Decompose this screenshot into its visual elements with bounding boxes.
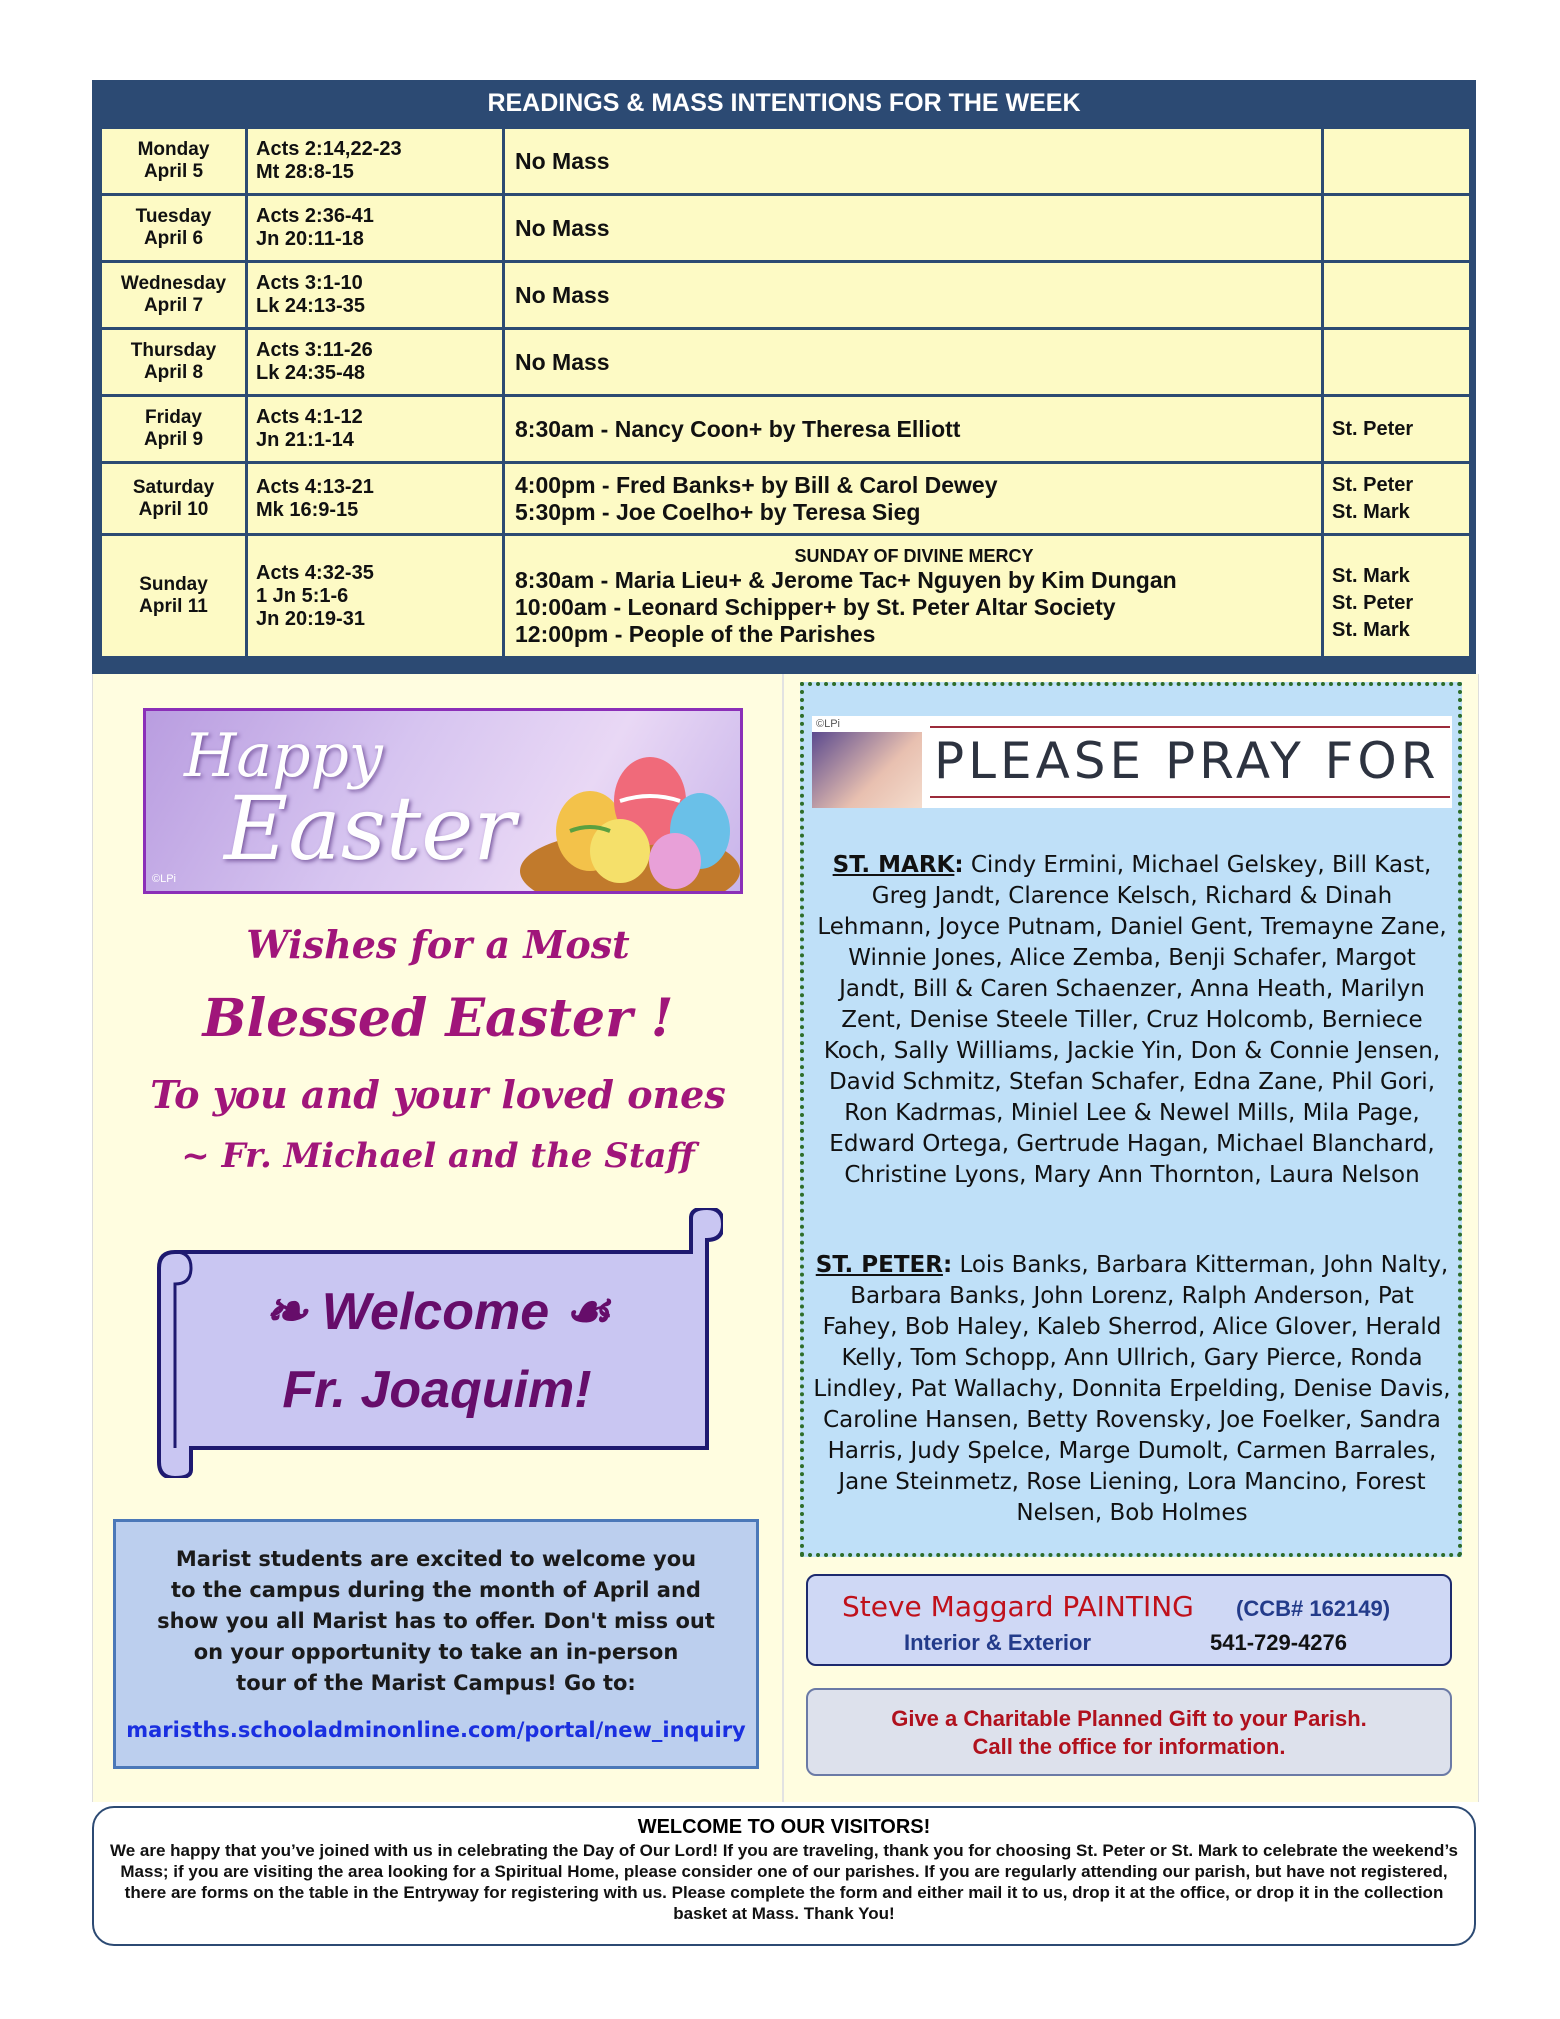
st-mark-prayer-list: ST. MARK: Cindy Ermini, Michael Gelskey, Bill Kast, Greg Jandt, Clarence Kelsch, Richard & Dinah Lehmann, Joyce Putnam, Daniel Gent, Tremayne Zane, Winnie Jones, Alice Zemba, Benji Schafer, Margot Jandt, Bill & Caren Schaenzer, Anna Heath, Marilyn Zent, Denise Steele Tiller, Cruz Holcomb, Berniece Koch, Sally Williams, Jackie Yin, Don & Connie Jensen, David Schmitz, Stefan Schafer, Edna Zane, Phil Gori, Ron Kadrmas, Miniel Lee & Newel Mills, Mila Page, Edward Ortega, Gertrude Hagan, Michael Blanchard, Christine Lyons, Mary Ann Thornton, Laura Nelson	[817, 852, 1447, 1188]
reading-row	[101, 262, 1471, 329]
day-name: Monday	[137, 139, 210, 160]
st-mark-names: Cindy Ermini, Michael Gelskey, Bill Kast, Greg Jandt, Clarence Kelsch, Richard & Dinah Lehmann, Joyce Putnam, Daniel Gent, Tremayne Zane, Winnie Jones, Alice Zemba, Benji Schafer, Margot Jandt, Bill & Caren Schaenzer, Anna Heath, Marilyn Zent, Denise Steele Tiller, Cruz Holcomb, Berniece Koch, Sally Williams, Jackie Yin, Don & Connie Jensen, David Schmitz, Stefan Schafer, Edna Zane, Phil Gori, Ron Kadrmas, Miniel Lee & Newel Mills, Mila Page, Edward Ortega, Gertrude Hagan, Michael Blanchard, Christine Lyons, Mary Ann Thornton, Laura Nelson	[817, 852, 1447, 1188]
please-pray-for-title: PLEASE PRAY FOR	[934, 732, 1440, 790]
praying-hands-image	[812, 732, 922, 808]
right-panel	[782, 674, 1479, 1802]
day-cell	[101, 329, 247, 396]
welcome-name-text: Fr. Joaquim!	[282, 1361, 592, 1419]
reading-row	[101, 195, 1471, 262]
painting-services: Interior & Exterior	[904, 1630, 1092, 1655]
reading-citation: Acts 3:1-10	[256, 272, 363, 294]
readings-cell	[247, 463, 504, 535]
readings-cell	[247, 195, 504, 262]
reading-row	[101, 463, 1471, 535]
church-name: St. Peter	[1332, 473, 1414, 496]
mass-intention: 8:30am - Nancy Coon+ by Theresa Elliott	[515, 415, 961, 442]
church-name: St. Mark	[1332, 564, 1410, 587]
easter-eggs-illustration	[500, 711, 740, 894]
reading-row	[101, 128, 1471, 195]
day-date: April 11	[139, 596, 208, 617]
painting-ad	[806, 1574, 1452, 1666]
reading-citation: Jn 20:19-31	[256, 607, 365, 630]
please-pray-for-banner	[812, 716, 1452, 808]
reading-citation: Acts 4:13-21	[256, 475, 374, 498]
reading-citation: Lk 24:13-35	[256, 295, 365, 317]
st-mark-label: ST. MARK	[832, 852, 955, 878]
mass-intentions-cell	[504, 128, 1323, 195]
mass-intention: 8:30am - Maria Lieu+ & Jerome Tac+ Nguyen by Kim Dungan	[515, 566, 1177, 593]
day-date: April 9	[143, 429, 204, 450]
day-date: April 8	[143, 362, 204, 383]
day-name: Tuesday	[135, 206, 212, 227]
marist-line: on your opportunity to take an in-person	[193, 1640, 679, 1664]
wish-line-4: ~ Fr. Michael and the Staff	[181, 1136, 695, 1176]
reading-citation: Acts 2:36-41	[256, 205, 374, 227]
readings-grid	[99, 126, 1472, 659]
readings-cell	[247, 262, 504, 329]
st-peter-prayer-list: ST. PETER: Lois Banks, Barbara Kitterman, John Nalty, Barbara Banks, John Lorenz, Ralph Anderson, Pat Fahey, Bob Haley, Kaleb Sherrod, Alice Glover, Herald Kelly, Tom Schopp, Ann Ullrich, Gary Pierce, Ronda Lindley, Pat Wallachy, Donnita Erpelding, Denise Davis, Caroline Hansen, Betty Rovensky, Joe Foelker, Sandra Harris, Judy Spelce, Marge Dumolt, Carmen Barrales, Jane Steinmetz, Rose Liening, Lora Mancino, Forest Nelsen, Bob Holmes	[813, 1252, 1451, 1526]
wish-line-1: Wishes for a Most	[246, 922, 630, 967]
church-cell	[1323, 128, 1471, 195]
st-peter-names: Lois Banks, Barbara Kitterman, John Nalty, Barbara Banks, John Lorenz, Ralph Anderson, Pat Fahey, Bob Haley, Kaleb Sherrod, Alice Glover, Herald Kelly, Tom Schopp, Ann Ullrich, Gary Pierce, Ronda Lindley, Pat Wallachy, Donnita Erpelding, Denise Davis, Caroline Hansen, Betty Rovensky, Joe Foelker, Sandra Harris, Judy Spelce, Marge Dumolt, Carmen Barrales, Jane Steinmetz, Rose Liening, Lora Mancino, Forest Nelsen, Bob Holmes	[813, 1252, 1451, 1526]
wish-line-2: Blessed Easter !	[202, 988, 674, 1049]
mass-intention: 4:00pm - Fred Banks+ by Bill & Carol Dewey	[515, 471, 998, 498]
welcome-scroll	[151, 1208, 723, 1478]
reading-citation: Lk 24:35-48	[256, 362, 365, 384]
banner-rule	[930, 726, 1450, 728]
church-cell	[1323, 262, 1471, 329]
welcome-visitors-box	[92, 1806, 1476, 1946]
wish-line-3: To you and your loved ones	[150, 1072, 726, 1117]
reading-citation: Jn 20:11-18	[256, 228, 364, 250]
mass-intentions-cell	[504, 463, 1323, 535]
church-cell	[1323, 195, 1471, 262]
marist-notice	[113, 1519, 759, 1769]
readings-cell	[247, 329, 504, 396]
mass-intention: 12:00pm - People of the Parishes	[515, 620, 876, 647]
readings-cell	[247, 128, 504, 195]
day-date: April 10	[138, 498, 209, 520]
readings-table	[92, 80, 1476, 674]
readings-cell	[247, 396, 504, 463]
church-cell	[1323, 396, 1471, 463]
church-cell	[1323, 535, 1471, 658]
day-name: Friday	[144, 407, 203, 428]
mass-intention: 5:30pm - Joe Coelho+ by Teresa Sieg	[515, 498, 921, 525]
reading-citation: Mk 16:9-15	[256, 498, 359, 521]
church-name: St. Peter	[1332, 591, 1414, 614]
lower-section	[92, 674, 1476, 1802]
church-name: St. Mark	[1332, 500, 1410, 523]
mass-intentions-cell	[504, 535, 1323, 658]
reading-row	[101, 396, 1471, 463]
marist-line: tour of the Marist Campus! Go to:	[236, 1671, 636, 1695]
st-peter-label: ST. PETER	[815, 1252, 943, 1278]
visitors-body: We are happy that you’ve joined with us in celebrating the Day of Our Lord! If you are traveling, thank you for choosing St. Peter or St. Mark to celebrate the weekend’s Mass; if you are visiting the area looking for a Spiritual Home, please consider one of our parishes. If you are regularly attending our parish, but have not registered, there are forms on the table in the Entryway for registering with us. Please complete the form and either mail it to us, drop it at the office, or drop it in the collection basket at Mass. Thank You!	[110, 1841, 1458, 1923]
church-cell	[1323, 329, 1471, 396]
banner-rule	[930, 796, 1450, 798]
mass-intention: No Mass	[515, 281, 610, 308]
reading-citation: Acts 3:11-26	[256, 339, 373, 361]
painting-company-name: Steve Maggard PAINTING	[842, 1590, 1194, 1623]
church-name: St. Mark	[1332, 618, 1410, 641]
happy-easter-banner	[143, 708, 743, 894]
mass-intention: 10:00am - Leonard Schipper+ by St. Peter Altar Society	[515, 593, 1116, 620]
mass-intentions-cell	[504, 262, 1323, 329]
reading-citation: Mt 28:8-15	[256, 161, 354, 183]
mass-intentions-cell	[504, 329, 1323, 396]
day-name: Saturday	[132, 476, 215, 498]
readings-cell	[247, 535, 504, 658]
banner-happy-text: Happy	[184, 721, 383, 791]
pray-credit: ©LPi	[816, 718, 841, 730]
visitors-title: WELCOME TO OUR VISITORS!	[637, 1816, 931, 1838]
day-name: Wednesday	[120, 273, 227, 294]
banner-credit: ©LPi	[152, 873, 177, 885]
marist-line: to the campus during the month of April and	[171, 1578, 701, 1602]
marist-line: show you all Marist has to offer. Don't miss out	[157, 1609, 715, 1633]
planned-gift-notice	[806, 1688, 1452, 1776]
banner-easter-text: Easter	[224, 777, 516, 880]
marist-link[interactable]: marisths.schooladminonline.com/portal/new_inquiry	[126, 1718, 746, 1742]
church-name: St. Peter	[1332, 417, 1414, 440]
marist-line: Marist students are excited to welcome you	[175, 1547, 697, 1571]
day-cell	[101, 195, 247, 262]
day-cell	[101, 463, 247, 535]
church-spacer	[1332, 549, 1461, 563]
mass-intentions-cell	[504, 396, 1323, 463]
feast-title: SUNDAY OF DIVINE MERCY	[794, 545, 1034, 566]
reading-citation: 1 Jn 5:1-6	[256, 584, 349, 607]
day-date: April 5	[143, 161, 204, 182]
welcome-text: ❧ Welcome ☙	[263, 1283, 611, 1341]
day-cell	[101, 396, 247, 463]
mass-intentions-cell	[504, 195, 1323, 262]
gift-line-1: Give a Charitable Planned Gift to your Parish.	[891, 1706, 1367, 1731]
mass-intention: No Mass	[515, 147, 610, 174]
marist-body	[116, 1544, 756, 1699]
day-cell	[101, 262, 247, 329]
gift-line-2: Call the office for information.	[972, 1734, 1286, 1759]
reading-row	[101, 535, 1471, 658]
day-name: Sunday	[139, 574, 208, 595]
reading-row	[101, 329, 1471, 396]
day-date: April 7	[143, 295, 204, 316]
day-cell	[101, 128, 247, 195]
day-name: Thursday	[130, 340, 217, 361]
church-cell	[1323, 463, 1471, 535]
day-cell	[101, 535, 247, 658]
reading-citation: Acts 2:14,22-23	[256, 138, 402, 160]
left-panel	[92, 674, 783, 1802]
painting-phone: 541-729-4276	[1210, 1630, 1348, 1655]
readings-title: READINGS & MASS INTENTIONS FOR THE WEEK	[487, 89, 1081, 117]
mass-intention: No Mass	[515, 348, 610, 375]
reading-citation: Acts 4:32-35	[256, 561, 374, 584]
reading-citation: Jn 21:1-14	[256, 429, 354, 451]
prayer-list-box	[800, 682, 1462, 1557]
mass-intention: No Mass	[515, 214, 610, 241]
scroll-shape	[151, 1208, 723, 1478]
painting-ccb: (CCB# 162149)	[1236, 1596, 1391, 1621]
reading-citation: Acts 4:1-12	[256, 406, 363, 428]
day-date: April 6	[143, 228, 204, 249]
